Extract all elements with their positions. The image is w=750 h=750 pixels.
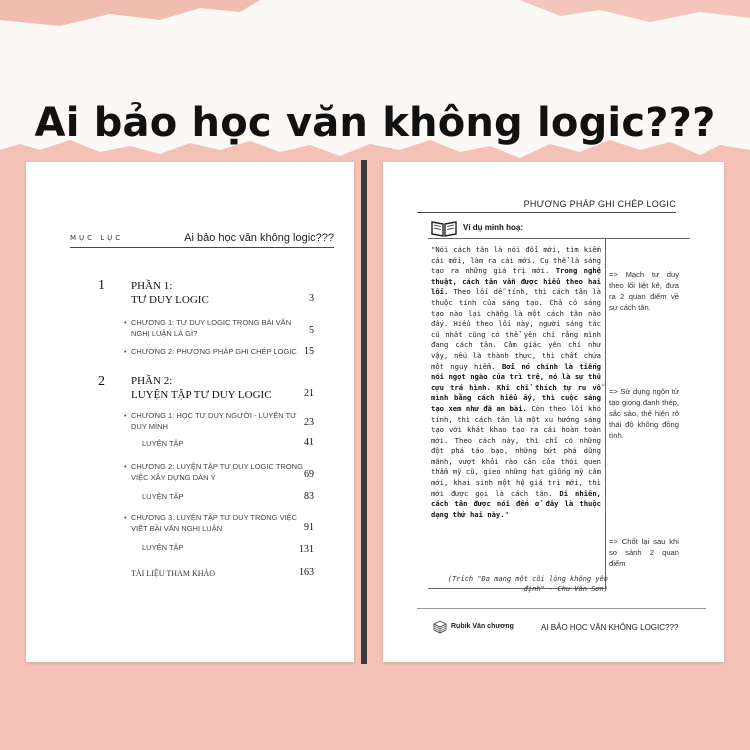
passage-text: Theo lối dễ tính, thì cách tân là thuộc tính của sáng tạo. Chả có sáng tạo nào lại chẳng là một cách tân nào đấy. Hiểu theo lối này, người sáng tác cũ nhất cũng có thể yên chí rằng mình đang cách tân. Cảm giác yên chí như vậy, nếu là thành thực, thì chất chứa một nguy hiểm. [431, 287, 601, 371]
toc-book-title: Ai bảo học văn không logic??? [184, 232, 334, 244]
toc-page [26, 162, 354, 662]
part-2-number: 2 [98, 374, 105, 389]
toc-references-page: 163 [299, 567, 314, 578]
toc-label: MỤC LỤC [70, 234, 124, 242]
passage-text: " [504, 509, 509, 519]
part-2-title: LUYỆN TẬP TƯ DUY LOGIC [131, 389, 272, 401]
toc-entry-page: 83 [304, 491, 314, 502]
brand-name: Rubik Văn chương [451, 623, 514, 630]
toc-entry-page: 41 [304, 437, 314, 448]
rubik-cube-icon [433, 620, 447, 634]
part-2-label: PHẦN 2: [131, 375, 173, 387]
example-box-top [428, 238, 690, 239]
toc-references: TÀI LIỆU THAM KHẢO [131, 569, 216, 578]
part-2-page: 21 [304, 388, 314, 399]
passage-emphasis: Trong nghệ thuật, cách tân vẫn được hiểu theo hai lối. [431, 266, 601, 297]
part-1-label: PHẦN 1: [131, 280, 173, 292]
toc-divider [70, 247, 334, 248]
example-box-divider [605, 238, 606, 588]
header-divider [417, 212, 676, 213]
toc-entry: • CHƯƠNG 2: PHƯƠNG PHÁP GHI CHÉP LOGIC [131, 346, 306, 357]
example-passage [431, 245, 601, 520]
annotation-note: => Mạch tư duy theo lối liệt kê, đưa ra 2 quan điểm về sự cách tân. [609, 270, 679, 312]
toc-entry-page: 69 [304, 469, 314, 480]
passage-citation: (Trích "Đa mang một cõi lòng không yên định" - Chu Văn Sơn) [447, 575, 608, 593]
toc-entry: • CHƯƠNG 1: TƯ DUY LOGIC TRONG BÀI VĂN NGHỊ LUẬN LÀ GÌ? [131, 317, 306, 339]
passage-emphasis: Bởi nó chính là tiếng nói ngọt ngào của trì trệ, nó là sự thủ cựu trá hình. Khi chỉ thích tự ru vỗ mình bằng cách hiểu ấy, thì cuộc sáng tạo xem như đã an bài. [431, 361, 601, 413]
toc-entry: • CHƯƠNG 2: LUYỆN TẬP TƯ DUY LOGIC TRONG VIỆC XÂY DỰNG DÀN Ý [131, 461, 306, 483]
toc-entry-page: 91 [304, 522, 314, 533]
book-spine [361, 160, 367, 664]
toc-entry: • CHƯƠNG 3: LUYỆN TẬP TƯ DUY TRONG VIỆC VIẾT BÀI VĂN NGHỊ LUẬN [131, 512, 306, 534]
toc-practice: LUYỆN TẬP [142, 543, 184, 552]
footer-book-title: AI BẢO HỌC VĂN KHÔNG LOGIC??? [541, 623, 679, 632]
headline: Ai bảo học văn không logic??? [34, 100, 716, 146]
torn-paper-background [0, 0, 750, 175]
toc-entry-page: 15 [304, 346, 314, 357]
part-1-title: TƯ DUY LOGIC [131, 294, 209, 306]
toc-entry-page: 23 [304, 417, 314, 428]
toc-entry: • CHƯƠNG 1: HỌC TƯ DUY NGƯỜI - LUYỆN TƯ DUY MÌNH [131, 410, 306, 432]
annotation-note: => Chốt lại sau khi so sánh 2 quan điểm [609, 537, 679, 568]
passage-text: "Nói cách tân là nói đổi mới, tìm kiếm cái mới, làm ra cái mới. Cụ thể là sáng tạo ra những giá trị mới. [431, 245, 601, 276]
part-1-number: 1 [98, 278, 105, 293]
footer-divider [417, 608, 706, 609]
part-1-page: 3 [309, 293, 314, 304]
toc-practice: LUYỆN TẬP [142, 439, 184, 448]
example-title: Ví dụ minh hoạ: [463, 223, 523, 232]
annotation-note: => Sử dụng ngôn từ tạo giọng đanh thép, sắc sảo, thể hiện rõ thái độ không đồng tình. [609, 387, 679, 440]
example-page [383, 162, 724, 662]
toc-entry-page: 131 [299, 544, 314, 555]
passage-text: Còn theo lối khó tính, thì cách tân là một xu hướng sáng tạo với khát khao tạo ra cái hoàn toàn mới. Theo cách này, thì chỉ có những đột phá táo bạo, những bứt phá dũng mãnh, vượt khỏi rào cản của thói quen thẩm mỹ cũ, gieo những hạt giống mỹ cảm mới, khai sinh một hệ giá trị mới, thì mới được gọi là cách tân. [431, 403, 601, 498]
open-book-icon [431, 219, 457, 237]
page-header: PHƯƠNG PHÁP GHI CHÉP LOGIC [523, 199, 676, 209]
toc-entry-page: 5 [309, 325, 314, 336]
toc-practice: LUYỆN TẬP [142, 492, 184, 501]
passage-emphasis: Dĩ nhiên, cách tân được nói đến ở đây là thuộc dạng thứ hai này. [431, 488, 601, 519]
